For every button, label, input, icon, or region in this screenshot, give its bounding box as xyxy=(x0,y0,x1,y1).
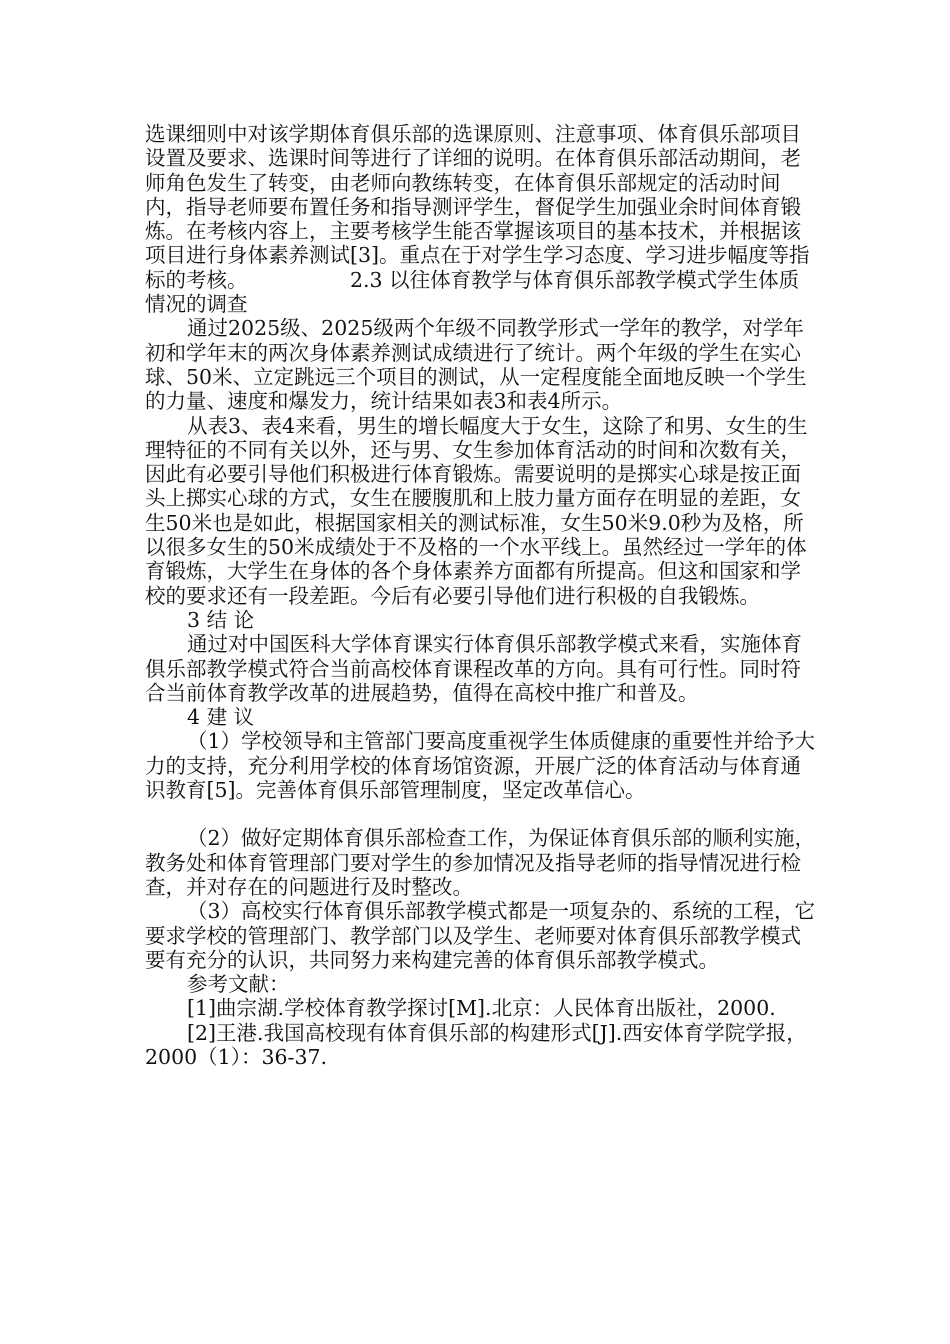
suggestion-item-1: （1）学校领导和主管部门要高度重视学生体质健康的重要性并给予大力的支持，充分利用学校的体育场馆资源，开展广泛的体育活动与体育通识教育[5]。完善体育俱乐部管理制度，坚定改革信心。 xyxy=(145,729,816,803)
paragraph-gap xyxy=(145,802,817,826)
reference-item-2: [2]王港.我国高校现有体育俱乐部的构建形式[J].西安体育学院学报，2000（1）：36-37. xyxy=(145,1020,807,1069)
suggestion-item-3: （3）高校实行体育俱乐部教学模式都是一项复杂的、系统的工程，它要求学校的管理部门、教学部门以及学生、老师要对体育俱乐部教学模式要有充分的认识，共同努力来构建完善的体育俱乐部教学模式。 xyxy=(145,899,816,972)
references-heading: 参考文献： xyxy=(187,972,290,997)
reference-item-1: [1]曲宗湖.学校体育教学探讨[M].北京：人民体育出版社，2000. xyxy=(187,996,776,1021)
paragraph-conclusion: 通过对中国医科大学体育课实行体育俱乐部教学模式来看，实施体育俱乐部教学模式符合当前高校体育课程改革的方向。具有可行性。同时符合当前体育教学改革的进展趋势，值得在高校中推广和普及。 xyxy=(145,632,803,705)
suggestion-item-2: （2）做好定期体育俱乐部检查工作，为保证体育俱乐部的顺利实施，教务处和体育管理部门要对学生的参加情况及指导老师的指导情况进行检查，并对存在的问题进行及时整改。 xyxy=(145,826,816,899)
paragraph-analysis: 从表3、表4来看，男生的增长幅度大于女生，这除了和男、女生的生理特征的不同有关以外，还与男、女生参加体育活动的时间和次数有关，因此有必要引导他们积极进行体育锻炼。需要说明的是掷实心球是按正面头上掷实心球的方式，女生在腰腹肌和上肢力量方面存在明显的差距，女生50米也是如此，根据国家相关的测试标准，女生50米9.0秒为及格，所以很多女生的50米成绩处于不及格的一个水平线上。虽然经过一学年的体育锻炼，大学生在身体的各个身体素养方面都有所提高。但这和国家和学校的要求还有一段差距。今后有必要引导他们进行积极的自我锻炼。 xyxy=(145,413,808,608)
section-heading-conclusion: 3 结 论 xyxy=(187,607,255,632)
document-body xyxy=(145,122,817,1069)
paragraph-course-selection: 选课细则中对该学期体育俱乐部的选课原则、注意事项、体育俱乐部项目设置及要求、选课时间等进行了详细的说明。在体育俱乐部活动期间，老师角色发生了转变，由老师向教练转变，在体育俱乐部规定的活动时间内，指导老师要布置任务和指导测评学生，督促学生加强业余时间体育锻炼。在考核内容上，主要考核学生能否掌握该项目的基本技术，并根据该项目进行身体素养测试[3]。重点在于对学生学习态度、学习进步幅度等指标的考核。 2.3 以往体育教学与体育俱乐部教学模式学生体质情况的调查 xyxy=(145,122,810,317)
section-heading-suggestions: 4 建 议 xyxy=(187,705,255,730)
paragraph-statistics: 通过2025级、2025级两个年级不同教学形式一学年的教学，对学年初和学年末的两次身体素养测试成绩进行了统计。两个年级的学生在实心球、50米、立定跳远三个项目的测试，从一定程度能全面地反映一个学生的力量、速度和爆发力，统计结果如表3和表4所示。 xyxy=(145,316,807,414)
